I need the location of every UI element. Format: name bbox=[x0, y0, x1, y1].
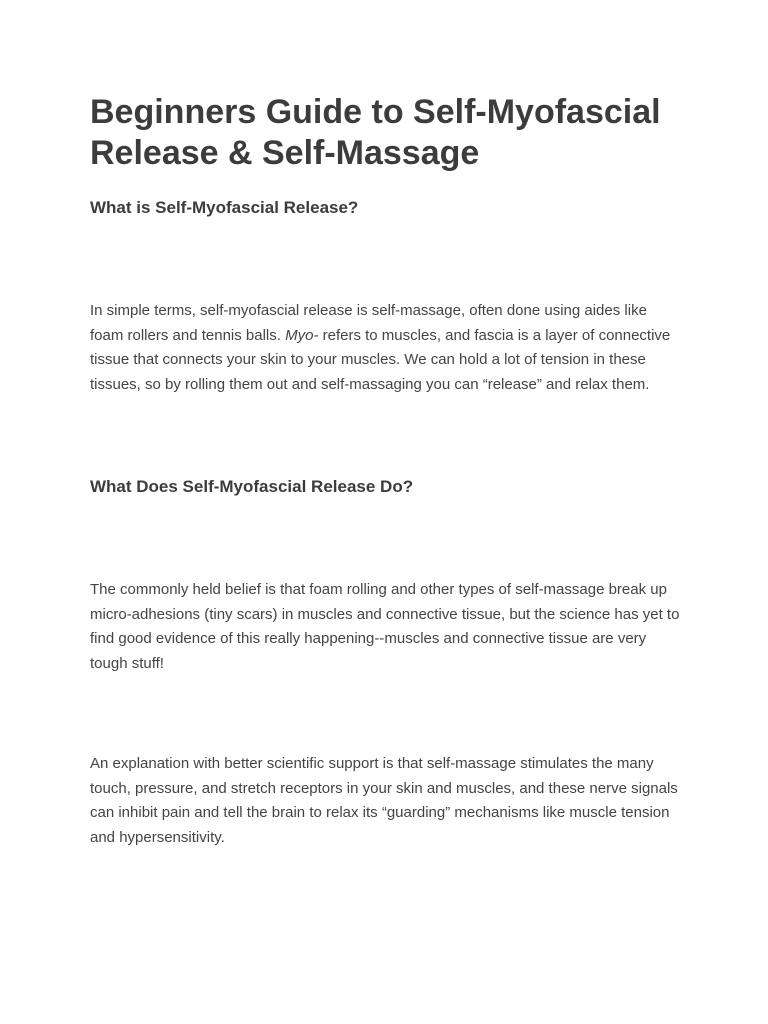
paragraph-text: In simple terms, self-myofascial release is self-massage, often done using aides like foam rollers and tennis balls. bbox=[90, 302, 647, 344]
section-heading-what-is: What is Self-Myofascial Release? bbox=[90, 198, 359, 217]
paragraph-common-belief: The commonly held belief is that foam rolling and other types of self-massage break up micro-adhesions (tiny scars) in muscles and connective tissue, but the science has yet to find good evidence of this really happening--muscles and connective tissue are very tough stuff! bbox=[90, 581, 680, 672]
page-title: Beginners Guide to Self-Myofascial Release & Self-Massage bbox=[90, 93, 661, 172]
paragraph-explanation: An explanation with better scientific support is that self-massage stimulates the many touch, pressure, and stretch receptors in your skin and muscles, and these nerve signals can inhibit pain and tell the brain to relax its “guarding” mechanisms like muscle tension and hypersensitivity. bbox=[90, 755, 678, 846]
paragraph-definition bbox=[90, 299, 682, 397]
emphasis-myo: Myo- bbox=[285, 326, 319, 344]
section-heading-what-does: What Does Self-Myofascial Release Do? bbox=[90, 477, 414, 496]
paragraph-text: refers to muscles, and fascia is a layer of connective tissue that connects your skin to your muscles. We can hold a lot of tension in these tissues, so by rolling them out and self-massaging you can “release” and relax them. bbox=[90, 326, 671, 393]
